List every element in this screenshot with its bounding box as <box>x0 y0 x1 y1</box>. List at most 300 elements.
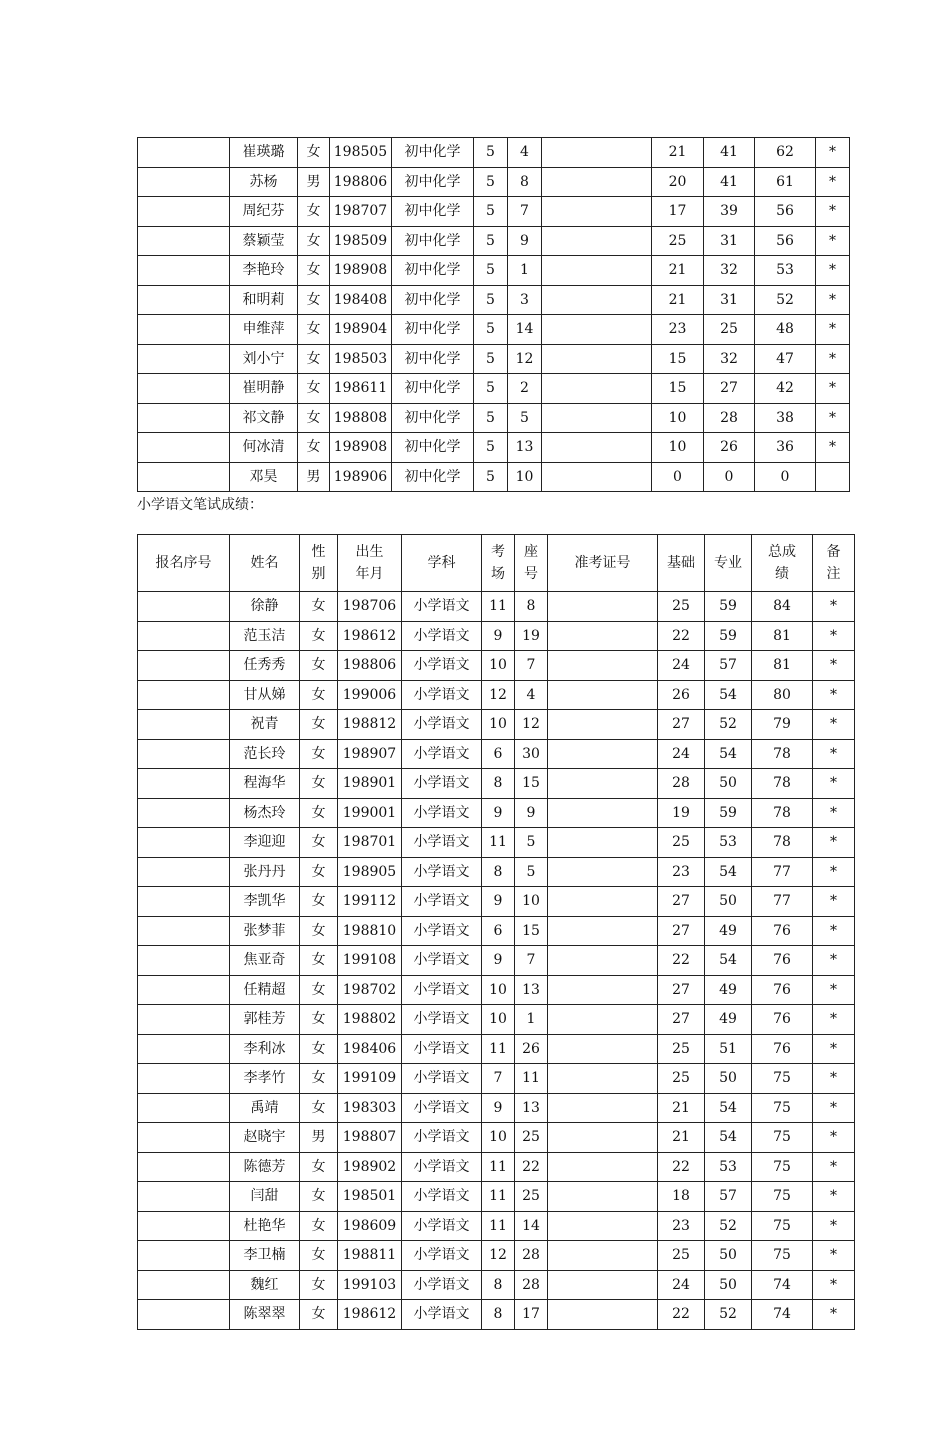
cell-ticket <box>542 138 652 168</box>
table-row <box>138 226 850 256</box>
table-row <box>138 828 855 858</box>
cell-major: 32 <box>704 256 755 286</box>
cell-seat: 14 <box>508 315 542 345</box>
cell-base: 27 <box>658 975 705 1005</box>
header-total <box>752 535 813 592</box>
cell-seat: 2 <box>508 374 542 404</box>
cell-room: 7 <box>482 1064 515 1094</box>
cell-room: 11 <box>482 592 515 622</box>
cell-sex: 男 <box>298 167 330 197</box>
cell-birth: 198908 <box>330 433 392 463</box>
cell-total: 74 <box>752 1270 813 1300</box>
cell-seat: 1 <box>515 1005 548 1035</box>
cell-seat: 10 <box>508 462 542 492</box>
cell-total: 53 <box>755 256 816 286</box>
header-note-line1: 备 <box>826 544 841 560</box>
cell-room: 5 <box>474 197 508 227</box>
cell-note: * <box>813 857 855 887</box>
cell-room: 9 <box>482 621 515 651</box>
cell-name: 闫甜 <box>230 1182 300 1212</box>
cell-name: 郭桂芳 <box>230 1005 300 1035</box>
cell-base: 19 <box>658 798 705 828</box>
cell-room: 6 <box>482 916 515 946</box>
cell-room: 9 <box>482 798 515 828</box>
cell-name: 崔明静 <box>230 374 298 404</box>
cell-subject: 初中化学 <box>392 256 474 286</box>
cell-major: 39 <box>704 197 755 227</box>
cell-base: 27 <box>658 887 705 917</box>
cell-name: 苏杨 <box>230 167 298 197</box>
cell-major: 50 <box>705 1064 752 1094</box>
cell-seat: 5 <box>515 828 548 858</box>
cell-id <box>138 592 230 622</box>
cell-base: 0 <box>652 462 704 492</box>
cell-room: 5 <box>474 315 508 345</box>
cell-id <box>138 887 230 917</box>
cell-note: * <box>813 769 855 799</box>
cell-ticket <box>548 1182 658 1212</box>
cell-birth: 198806 <box>338 651 402 681</box>
cell-ticket <box>548 621 658 651</box>
cell-note: * <box>813 621 855 651</box>
cell-id <box>138 1123 230 1153</box>
cell-ticket <box>548 680 658 710</box>
table-row <box>138 344 850 374</box>
header-room-line2: 场 <box>491 566 505 582</box>
cell-major: 51 <box>705 1034 752 1064</box>
cell-id <box>138 1211 230 1241</box>
cell-room: 8 <box>482 857 515 887</box>
cell-major: 52 <box>705 1300 752 1330</box>
cell-room: 5 <box>474 433 508 463</box>
cell-total: 78 <box>752 739 813 769</box>
cell-seat: 10 <box>515 887 548 917</box>
cell-name: 杨杰玲 <box>230 798 300 828</box>
cell-id <box>138 1270 230 1300</box>
cell-major: 54 <box>705 946 752 976</box>
cell-seat: 7 <box>508 197 542 227</box>
cell-name: 张梦菲 <box>230 916 300 946</box>
cell-note: * <box>816 315 850 345</box>
cell-name: 陈翠翠 <box>230 1300 300 1330</box>
cell-base: 24 <box>658 739 705 769</box>
cell-subject: 小学语文 <box>402 1211 482 1241</box>
cell-major: 50 <box>705 769 752 799</box>
cell-sex: 女 <box>298 226 330 256</box>
cell-id <box>138 710 230 740</box>
cell-room: 9 <box>482 946 515 976</box>
cell-name: 陈德芳 <box>230 1152 300 1182</box>
cell-seat: 5 <box>508 403 542 433</box>
table-row <box>138 1152 855 1182</box>
cell-birth: 199108 <box>338 946 402 976</box>
cell-ticket <box>548 1152 658 1182</box>
cell-ticket <box>542 197 652 227</box>
cell-room: 5 <box>474 167 508 197</box>
cell-birth: 198905 <box>338 857 402 887</box>
cell-base: 25 <box>658 828 705 858</box>
cell-sex: 女 <box>298 403 330 433</box>
cell-name: 杜艳华 <box>230 1211 300 1241</box>
cell-name: 徐静 <box>230 592 300 622</box>
header-note <box>813 535 855 592</box>
cell-name: 魏红 <box>230 1270 300 1300</box>
table-row <box>138 887 855 917</box>
cell-total: 78 <box>752 798 813 828</box>
cell-subject: 小学语文 <box>402 1005 482 1035</box>
cell-base: 27 <box>658 710 705 740</box>
cell-ticket <box>548 1064 658 1094</box>
cell-seat: 25 <box>515 1123 548 1153</box>
table-row <box>138 138 850 168</box>
cell-ticket <box>542 403 652 433</box>
cell-ticket <box>548 916 658 946</box>
table-row <box>138 285 850 315</box>
cell-note: * <box>816 138 850 168</box>
cell-note: * <box>813 1152 855 1182</box>
cell-seat: 15 <box>515 916 548 946</box>
cell-total: 76 <box>752 916 813 946</box>
cell-id <box>138 916 230 946</box>
cell-ticket <box>548 1211 658 1241</box>
cell-id <box>138 462 230 492</box>
cell-subject: 小学语文 <box>402 680 482 710</box>
cell-birth: 198702 <box>338 975 402 1005</box>
cell-major: 50 <box>705 1241 752 1271</box>
cell-major: 50 <box>705 887 752 917</box>
cell-subject: 小学语文 <box>402 828 482 858</box>
cell-birth: 198908 <box>330 256 392 286</box>
cell-birth: 199109 <box>338 1064 402 1094</box>
header-sex <box>300 535 338 592</box>
table-row <box>138 256 850 286</box>
cell-subject: 初中化学 <box>392 167 474 197</box>
cell-id <box>138 798 230 828</box>
cell-birth: 199112 <box>338 887 402 917</box>
cell-sex: 女 <box>298 197 330 227</box>
cell-birth: 198701 <box>338 828 402 858</box>
cell-name: 禹靖 <box>230 1093 300 1123</box>
cell-birth: 198807 <box>338 1123 402 1153</box>
cell-total: 75 <box>752 1123 813 1153</box>
cell-major: 31 <box>704 226 755 256</box>
cell-note: * <box>813 798 855 828</box>
cell-base: 21 <box>652 285 704 315</box>
cell-subject: 初中化学 <box>392 403 474 433</box>
cell-note: * <box>813 651 855 681</box>
cell-subject: 小学语文 <box>402 1093 482 1123</box>
cell-ticket <box>548 1300 658 1330</box>
cell-major: 31 <box>704 285 755 315</box>
cell-base: 24 <box>658 1270 705 1300</box>
cell-birth: 198901 <box>338 769 402 799</box>
cell-name: 李艳玲 <box>230 256 298 286</box>
cell-sex: 女 <box>300 798 338 828</box>
cell-subject: 小学语文 <box>402 857 482 887</box>
cell-total: 75 <box>752 1064 813 1094</box>
table-row <box>138 946 855 976</box>
cell-name: 焦亚奇 <box>230 946 300 976</box>
cell-seat: 4 <box>515 680 548 710</box>
cell-name: 程海华 <box>230 769 300 799</box>
cell-subject: 初中化学 <box>392 138 474 168</box>
table-row <box>138 374 850 404</box>
header-row <box>138 535 855 592</box>
cell-subject: 小学语文 <box>402 798 482 828</box>
cell-total: 75 <box>752 1211 813 1241</box>
cell-total: 84 <box>752 592 813 622</box>
cell-sex: 女 <box>298 285 330 315</box>
cell-seat: 5 <box>515 857 548 887</box>
cell-seat: 4 <box>508 138 542 168</box>
cell-seat: 7 <box>515 946 548 976</box>
cell-id <box>138 1093 230 1123</box>
table-row <box>138 680 855 710</box>
cell-total: 61 <box>755 167 816 197</box>
header-room-line1: 考 <box>491 544 505 560</box>
cell-sex: 女 <box>300 828 338 858</box>
cell-subject: 初中化学 <box>392 374 474 404</box>
cell-room: 11 <box>482 1152 515 1182</box>
cell-note: * <box>813 1034 855 1064</box>
cell-note: * <box>813 1005 855 1035</box>
cell-room: 8 <box>482 1300 515 1330</box>
cell-total: 38 <box>755 403 816 433</box>
cell-base: 24 <box>658 651 705 681</box>
cell-sex: 女 <box>300 680 338 710</box>
table-row <box>138 621 855 651</box>
cell-room: 11 <box>482 1211 515 1241</box>
cell-major: 0 <box>704 462 755 492</box>
header-subject: 学科 <box>402 535 482 592</box>
cell-seat: 13 <box>515 1093 548 1123</box>
cell-note: * <box>813 1064 855 1094</box>
cell-name: 祁文静 <box>230 403 298 433</box>
cell-name: 邓昊 <box>230 462 298 492</box>
cell-ticket <box>548 1034 658 1064</box>
cell-major: 54 <box>705 680 752 710</box>
cell-sex: 女 <box>300 1182 338 1212</box>
cell-ticket <box>542 167 652 197</box>
table-row <box>138 739 855 769</box>
cell-subject: 初中化学 <box>392 197 474 227</box>
cell-id <box>138 403 230 433</box>
cell-major: 32 <box>704 344 755 374</box>
table-row <box>138 403 850 433</box>
cell-room: 10 <box>482 1005 515 1035</box>
cell-ticket <box>548 946 658 976</box>
cell-seat: 30 <box>515 739 548 769</box>
cell-seat: 28 <box>515 1241 548 1271</box>
cell-birth: 198802 <box>338 1005 402 1035</box>
cell-major: 57 <box>705 651 752 681</box>
cell-subject: 小学语文 <box>402 1064 482 1094</box>
cell-room: 12 <box>482 680 515 710</box>
chinese-table-body <box>138 592 855 1330</box>
cell-room: 10 <box>482 651 515 681</box>
cell-major: 57 <box>705 1182 752 1212</box>
cell-birth: 198505 <box>330 138 392 168</box>
cell-note: * <box>813 1123 855 1153</box>
cell-subject: 小学语文 <box>402 1270 482 1300</box>
cell-total: 0 <box>755 462 816 492</box>
header-birth-line2: 年月 <box>355 566 384 582</box>
cell-base: 25 <box>658 592 705 622</box>
cell-base: 15 <box>652 344 704 374</box>
cell-total: 75 <box>752 1182 813 1212</box>
cell-note: * <box>816 285 850 315</box>
cell-birth: 198303 <box>338 1093 402 1123</box>
cell-name: 祝青 <box>230 710 300 740</box>
cell-major: 25 <box>704 315 755 345</box>
cell-sex: 女 <box>300 739 338 769</box>
cell-id <box>138 828 230 858</box>
cell-total: 74 <box>752 1300 813 1330</box>
cell-total: 76 <box>752 975 813 1005</box>
cell-note: * <box>813 739 855 769</box>
table-row <box>138 1182 855 1212</box>
cell-seat: 28 <box>515 1270 548 1300</box>
cell-total: 78 <box>752 828 813 858</box>
cell-major: 50 <box>705 1270 752 1300</box>
cell-sex: 女 <box>300 769 338 799</box>
cell-seat: 11 <box>515 1064 548 1094</box>
cell-subject: 小学语文 <box>402 1152 482 1182</box>
cell-sex: 女 <box>300 887 338 917</box>
cell-total: 78 <box>752 769 813 799</box>
cell-sex: 女 <box>298 374 330 404</box>
header-seat-line1: 座 <box>524 544 538 560</box>
cell-birth: 198810 <box>338 916 402 946</box>
cell-base: 23 <box>658 857 705 887</box>
cell-sex: 女 <box>300 1034 338 1064</box>
cell-major: 52 <box>705 710 752 740</box>
cell-subject: 小学语文 <box>402 887 482 917</box>
cell-id <box>138 621 230 651</box>
cell-sex: 女 <box>298 256 330 286</box>
cell-ticket <box>548 1241 658 1271</box>
cell-seat: 13 <box>508 433 542 463</box>
table-row <box>138 1241 855 1271</box>
cell-seat: 25 <box>515 1182 548 1212</box>
cell-room: 5 <box>474 138 508 168</box>
cell-major: 41 <box>704 167 755 197</box>
cell-room: 5 <box>474 256 508 286</box>
cell-ticket <box>542 462 652 492</box>
table-row <box>138 916 855 946</box>
header-ticket: 准考证号 <box>548 535 658 592</box>
cell-ticket <box>548 592 658 622</box>
header-major: 专业 <box>705 535 752 592</box>
cell-ticket <box>548 739 658 769</box>
cell-note: * <box>813 710 855 740</box>
cell-ticket <box>548 887 658 917</box>
cell-id <box>138 857 230 887</box>
cell-birth: 198509 <box>330 226 392 256</box>
table-row <box>138 1300 855 1330</box>
cell-name: 和明莉 <box>230 285 298 315</box>
cell-seat: 9 <box>515 798 548 828</box>
cell-seat: 8 <box>508 167 542 197</box>
cell-sex: 女 <box>300 651 338 681</box>
cell-ticket <box>548 710 658 740</box>
cell-name: 任秀秀 <box>230 651 300 681</box>
cell-birth: 198904 <box>330 315 392 345</box>
cell-name: 李凯华 <box>230 887 300 917</box>
cell-ticket <box>542 256 652 286</box>
cell-note: * <box>813 1300 855 1330</box>
cell-subject: 初中化学 <box>392 285 474 315</box>
header-room <box>482 535 515 592</box>
cell-major: 54 <box>705 1123 752 1153</box>
cell-base: 20 <box>652 167 704 197</box>
chinese-score-table <box>137 534 855 1330</box>
cell-ticket <box>548 1270 658 1300</box>
cell-sex: 男 <box>298 462 330 492</box>
cell-room: 10 <box>482 975 515 1005</box>
cell-base: 28 <box>658 769 705 799</box>
cell-name: 何冰清 <box>230 433 298 463</box>
cell-subject: 初中化学 <box>392 344 474 374</box>
cell-room: 10 <box>482 710 515 740</box>
cell-id <box>138 1241 230 1271</box>
cell-room: 11 <box>482 1182 515 1212</box>
cell-sex: 女 <box>300 1241 338 1271</box>
header-sex-line2: 别 <box>311 566 326 582</box>
cell-base: 25 <box>652 226 704 256</box>
cell-seat: 19 <box>515 621 548 651</box>
cell-seat: 9 <box>508 226 542 256</box>
cell-note: * <box>816 403 850 433</box>
cell-seat: 12 <box>508 344 542 374</box>
cell-seat: 15 <box>515 769 548 799</box>
cell-major: 54 <box>705 857 752 887</box>
table-row <box>138 1211 855 1241</box>
cell-subject: 小学语文 <box>402 710 482 740</box>
cell-seat: 3 <box>508 285 542 315</box>
cell-base: 15 <box>652 374 704 404</box>
cell-id <box>138 739 230 769</box>
cell-ticket <box>548 1005 658 1035</box>
cell-major: 53 <box>705 1152 752 1182</box>
cell-birth: 198406 <box>338 1034 402 1064</box>
cell-id <box>138 769 230 799</box>
cell-room: 8 <box>482 1270 515 1300</box>
cell-seat: 12 <box>515 710 548 740</box>
cell-id <box>138 433 230 463</box>
cell-base: 23 <box>652 315 704 345</box>
cell-ticket <box>542 374 652 404</box>
cell-birth: 198808 <box>330 403 392 433</box>
cell-note: * <box>813 946 855 976</box>
cell-total: 75 <box>752 1093 813 1123</box>
cell-ticket <box>548 798 658 828</box>
cell-major: 53 <box>705 828 752 858</box>
cell-major: 27 <box>704 374 755 404</box>
cell-id <box>138 1300 230 1330</box>
cell-major: 49 <box>705 975 752 1005</box>
cell-room: 5 <box>474 403 508 433</box>
cell-base: 22 <box>658 1152 705 1182</box>
cell-subject: 小学语文 <box>402 651 482 681</box>
cell-total: 76 <box>752 1034 813 1064</box>
cell-subject: 小学语文 <box>402 1034 482 1064</box>
cell-subject: 小学语文 <box>402 739 482 769</box>
cell-seat: 26 <box>515 1034 548 1064</box>
table-row <box>138 1123 855 1153</box>
cell-total: 75 <box>752 1152 813 1182</box>
cell-seat: 13 <box>515 975 548 1005</box>
